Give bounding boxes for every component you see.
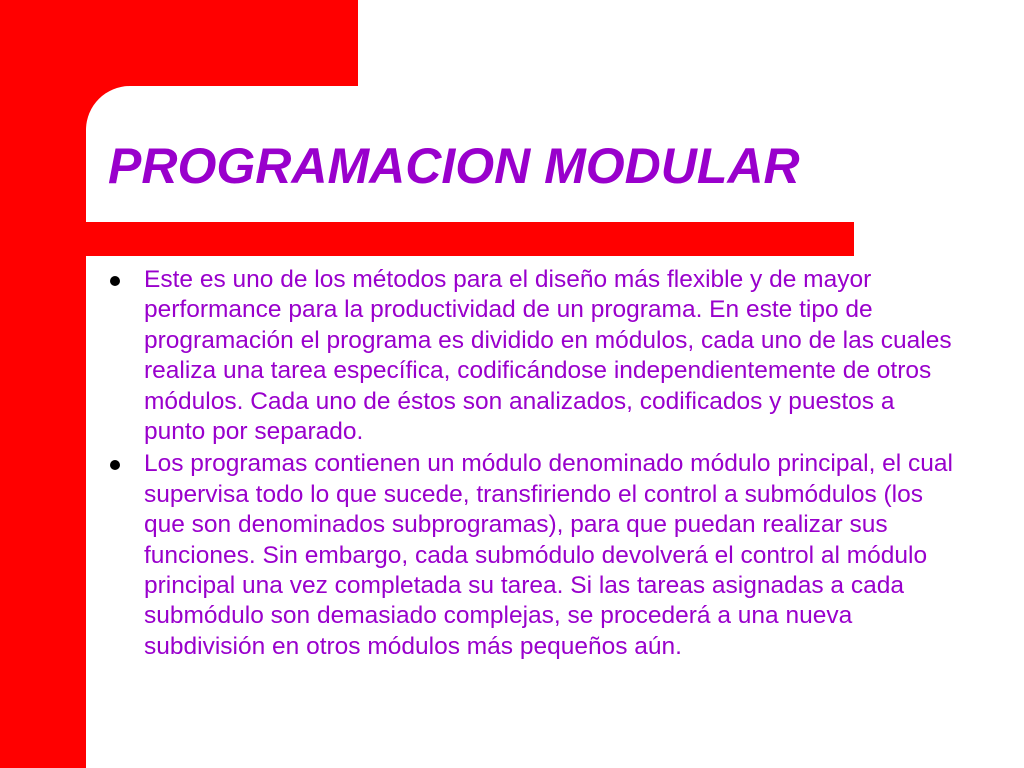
slide-title: PROGRAMACION MODULAR xyxy=(108,138,800,194)
red-top-band xyxy=(0,0,358,86)
bullet-list xyxy=(108,265,958,664)
bullet-text: Los programas contienen un módulo denominado módulo principal, el cual supervisa todo lo que sucede, transfiriendo el control a submódulos (los que son denominados subprogramas), para que puedan realizar sus funciones. Sin embargo, cada submódulo devolverá el control al módulo principal una vez completada su tarea. Si las tareas asignadas a cada submódulo son demasiado complejas, se procederá a una nueva subdivisión en otros módulos más pequeños aún. xyxy=(144,450,954,660)
red-title-underline-bar xyxy=(86,222,854,256)
bullet-dot-icon xyxy=(110,460,120,470)
bullet-text: Este es uno de los métodos para el diseño más flexible y de mayor performance para la productividad de un programa. En este tipo de programación el programa es dividido en módulos, cada uno de las cuales realiza una tarea específica, codificándose independientemente de otros módulos. Cada uno de éstos son analizados, codificados y puestos a punto por separado. xyxy=(144,266,952,446)
bullet-dot-icon xyxy=(110,276,120,286)
bullet-item xyxy=(108,449,958,662)
bullet-item xyxy=(108,265,958,447)
red-vertical-band xyxy=(0,0,86,768)
